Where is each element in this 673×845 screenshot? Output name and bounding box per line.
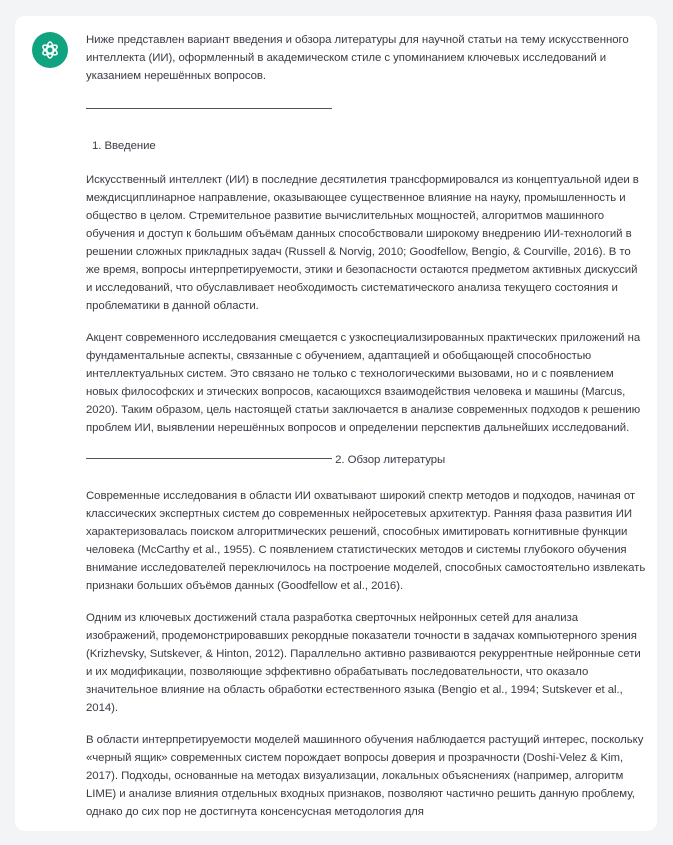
message-content bbox=[86, 31, 646, 821]
horizontal-rule bbox=[86, 458, 332, 459]
review-paragraph-2: Одним из ключевых достижений стала разработка сверточных нейронных сетей для анализа изображений, продемонстрировавших рекордные показатели точности в задачах компьютерного зрения (Krizhevsky, Sutskever, & Hinton, 2012). Параллельно активно развиваются рекуррентные нейронные сети и их модификации, позволяющие эффективно обрабатывать последовательности, что оказало значительное влияние на область обработки естественного языка (Bengio et al., 1994; Sutskever et al., 2014). bbox=[86, 612, 641, 714]
review-paragraph-1: Современные исследования в области ИИ охватывают широкий спектр методов и подходов, начиная от классических экспертных систем до современных нейросетевых архитектур. Ранняя фаза развития ИИ характеризовалась поиском алгоритмических решений, способных имитировать когнитивные функции человека (McCarthy et al., 1955). С появлением статистических методов и системы глубокого обучения внимание исследователей переключилось на построение моделей, способных самостоятельно извлекать признаки больших объёмов данных (Goodfellow et al., 2016). bbox=[86, 490, 646, 592]
openai-logo-icon bbox=[38, 38, 62, 62]
section-heading-literature-review: 2. Обзор литературы bbox=[335, 454, 446, 466]
section-heading-introduction: 1. Введение bbox=[92, 140, 156, 152]
assistant-message-card bbox=[15, 16, 657, 831]
separator-1 bbox=[86, 101, 646, 119]
intro-paragraph: Ниже представлен вариант введения и обзора литературы для научной статьи на тему искусственного интеллекта (ИИ), оформленный в академическом стиле с упоминанием ключевых исследований и указанием нерешённых вопросов. bbox=[86, 34, 629, 82]
assistant-avatar bbox=[32, 32, 68, 68]
intro-body-paragraph-1: Искусственный интеллект (ИИ) в последние десятилетия трансформировался из концептуальной идеи в междисциплинарное направление, оказывающее существенное влияние на науку, промышленность и общество в целом. Стремительное развитие вычислительных мощностей, алгоритмов машинного обучения и доступ к большим объёмам данных способствовали широкому внедрению ИИ-технологий в решении сложных прикладных задач (Russell & Norvig, 2010; Goodfellow, Bengio, & Courville, 2016). В то же время, вопросы интерпретируемости, этики и безопасности остаются предметом активных дискуссий и исследований, что обуславливает необходимость систематического анализа текущего состояния и проблематики в данной области. bbox=[86, 174, 639, 312]
separator-2 bbox=[86, 451, 646, 469]
review-paragraph-3: В области интерпретируемости моделей машинного обучения наблюдается растущий интерес, поскольку «черный ящик» современных систем порождает вопросы доверия и прозрачности (Doshi-Velez & Kim, 2017). Подходы, основанные на методах визуализации, локальных объяснениях (например, алгоритм LIME) и анализе влияния отдельных входных признаков, позволяют частично решить данную проблему, однако до сих пор не достигнута консенсусная методология для bbox=[86, 734, 644, 818]
horizontal-rule bbox=[86, 108, 332, 109]
intro-body-paragraph-2: Акцент современного исследования смещается с узкоспециализированных практических приложений на фундаментальные аспекты, связанные с обучением, адаптацией и обобщающей способностью интеллектуальных систем. Это связано не только с технологическими вызовами, но и с появлением новых философских и этических вопросов, касающихся взаимодействия человека и машины (Marcus, 2020). Таким образом, цель настоящей статьи заключается в анализе современных подходов к решению проблем ИИ, выявлении нерешённых вопросов и определении перспектив дальнейших исследований. bbox=[86, 332, 641, 434]
